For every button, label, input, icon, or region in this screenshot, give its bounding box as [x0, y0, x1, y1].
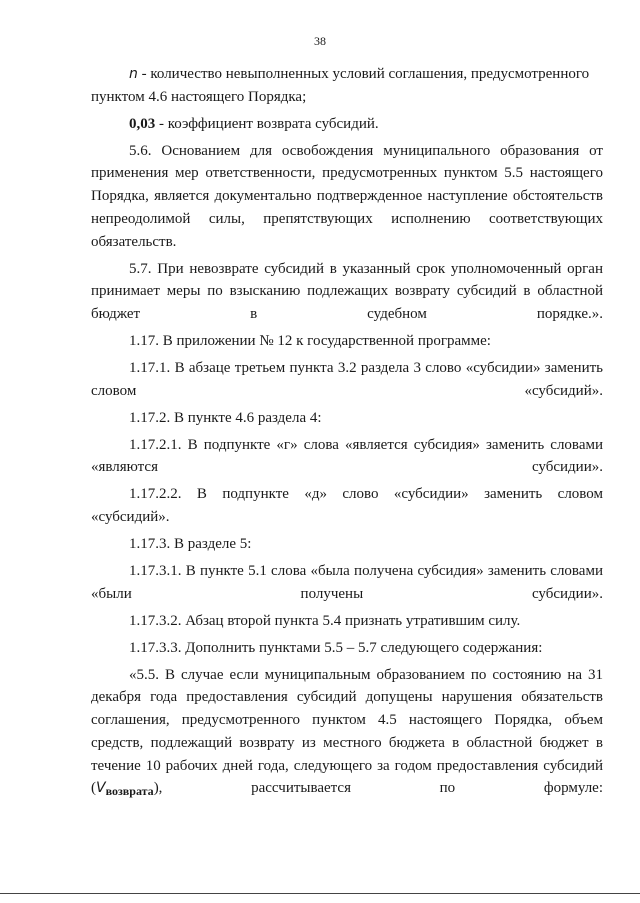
- paragraph-1-17-3-1: 1.17.3.1. В пункте 5.1 слова «была получена субсидия» заменить словами «были получены субсидии».: [91, 563, 603, 602]
- paragraph-1-17: 1.17. В приложении № 12 к государственной программе:: [129, 332, 491, 349]
- variable-n: n: [129, 66, 138, 82]
- paragraph-n-definition: n - количество невыполненных условий соглашения, предусмотренного пунктом 4.6 настоящего Порядка;: [91, 66, 590, 105]
- paragraph-1-17-2: 1.17.2. В пункте 4.6 раздела 4:: [129, 409, 322, 426]
- paragraph-1-17-2-1: 1.17.2.1. В подпункте «г» слова «является субсидия» заменить словами «являются субсидии».: [91, 436, 603, 476]
- page-number: 38: [314, 34, 326, 48]
- document-body: [91, 63, 603, 807]
- variable-v: V: [96, 780, 106, 797]
- paragraph-5-5: «5.5. В случае если муниципальным образованием по состоянию на 31 декабря года предоставления субсидий допущены нарушения обязательств соглашения, предусмотренного пунктом 4.5 настоящего Порядка, объем средств, подлежащий возврату из местного бюджета в областной бюджет в течение 10 рабочих дней года, следующего за годом предоставления субсидий $(V_{возврата})$, рассчитывается по формуле:: [91, 666, 603, 799]
- paragraph-1-17-1: 1.17.1. В абзаце третьем пункта 3.2 раздела 3 слово «субсидии» заменить словом «субсидий».: [91, 359, 603, 399]
- coefficient-value: 0,03: [129, 115, 156, 132]
- paragraph-1-17-2-2: 1.17.2.2. В подпункте «д» слово «субсидии» заменить словом «субсидий».: [91, 486, 603, 526]
- bottom-rule: [0, 893, 640, 894]
- paragraph-1-17-3-2: 1.17.3.2. Абзац второй пункта 5.4 признать утратившим силу.: [129, 612, 521, 629]
- paragraph-5-7: 5.7. При невозврате субсидий в указанный срок уполномоченный орган принимает меры по взысканию подлежащих возврату субсидий в областной бюджет в судебном порядке.».: [91, 260, 603, 322]
- paragraph-5-6: 5.6. Основанием для освобождения муниципального образования от применения мер ответственности, предусмотренных пунктом 5.5 настоящего Порядка, является документально подтвержденное наступление обстоятельств непреодолимой силы, препятствующих исполнению соответствующих обязательств.: [91, 142, 603, 250]
- paragraph-1-17-3: 1.17.3. В разделе 5:: [129, 536, 252, 553]
- paragraph-coefficient: 0,03 - коэффициент возврата субсидий.: [129, 115, 379, 132]
- variable-v-subscript: возврата: [105, 784, 154, 799]
- paragraph-1-17-3-3: 1.17.3.3. Дополнить пунктами 5.5 – 5.7 следующего содержания:: [129, 639, 543, 656]
